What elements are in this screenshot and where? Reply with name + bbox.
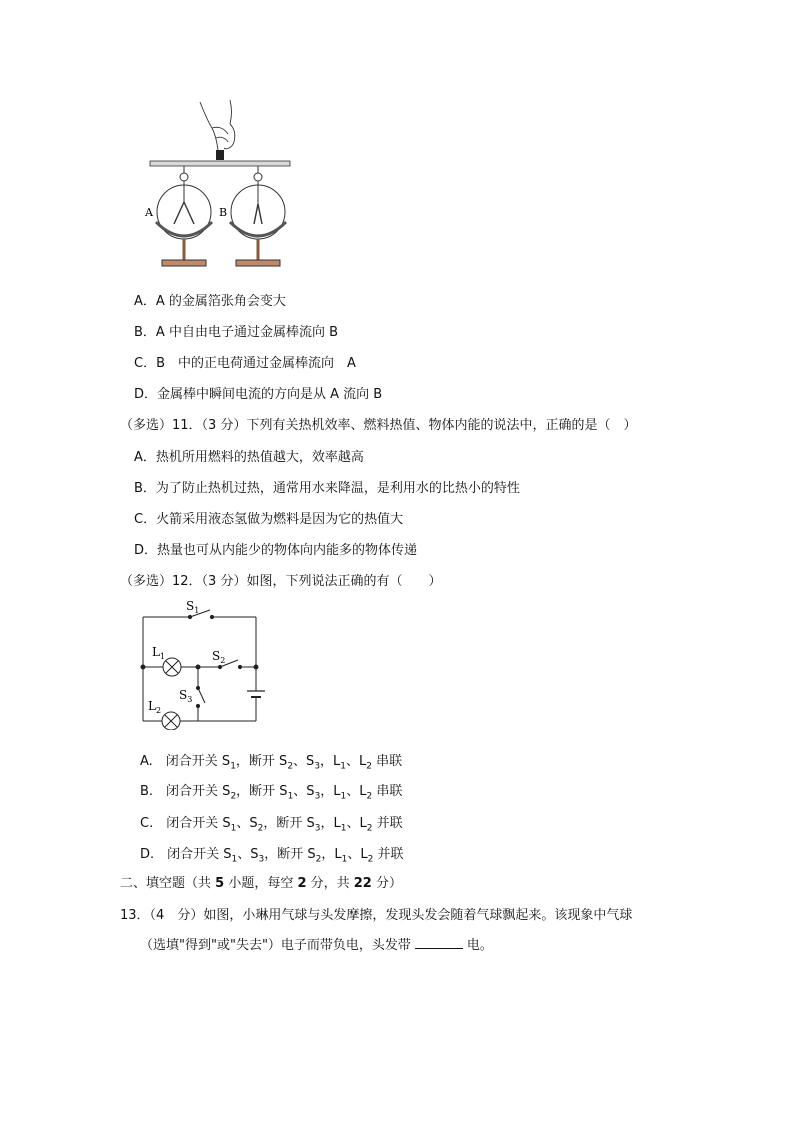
q13-line2: （选填"得到"或"失去"）电子而带负电，头发带 电。 xyxy=(140,938,493,953)
l1-label: $L_1$ xyxy=(152,645,166,661)
q10-option-c: C．B 中的正电荷通过金属棒流向 A xyxy=(134,356,356,371)
q10-option-a: A．A 的金属箔张角会变大 xyxy=(134,294,286,309)
q12-option-d: D. 闭合开关 $S_1$、$S_3$，断开 $S_2$，$L_1$、$L_2$ 并联 xyxy=(140,847,404,865)
metal-rod xyxy=(150,161,290,166)
s3-label: $S_3$ xyxy=(179,688,193,704)
s2-label: $S_2$ xyxy=(212,649,226,665)
hand-drawing xyxy=(200,100,235,150)
electroscope-figure xyxy=(140,98,300,274)
q13-line1: 13．（4 分）如图，小琳用气球与头发摩擦，发现头发会随着气球飘起来。该现象中气球 xyxy=(120,908,633,923)
label-b: B xyxy=(219,206,228,219)
q11-option-d: D．热量也可从内能少的物体向内能多的物体传递 xyxy=(134,543,418,558)
l2-label: $L_2$ xyxy=(148,699,162,715)
electroscope-b xyxy=(230,166,286,266)
q10-option-d: D．金属棒中瞬间电流的方向是从 A 流向 B xyxy=(134,387,383,402)
q11-stem: （多选）11．（3 分）下列有关热机效率、燃料热值、物体内能的说法中，正确的是（ ） xyxy=(120,418,637,433)
q12-option-a: A. 闭合开关 $S_1$，断开 $S_2$、$S_3$，$L_1$、$L_2$ 串联 xyxy=(140,754,403,772)
answer-blank[interactable] xyxy=(415,937,463,949)
electroscope-a xyxy=(156,166,212,266)
s1-label: $S_1$ xyxy=(186,599,200,615)
q12-stem: （多选）12．（3 分）如图，下列说法正确的有（ ） xyxy=(120,574,442,589)
q11-option-b: B．为了防止热机过热，通常用水来降温，是利用水的比热小的特性 xyxy=(134,481,520,496)
q12-option-c: C. 闭合开关 $S_1$、$S_2$，断开 $S_3$，$L_1$、$L_2$ 并联 xyxy=(140,816,403,834)
q12-option-b: B. 闭合开关 $S_2$，断开 $S_1$、$S_3$，$L_1$、$L_2$ 串联 xyxy=(140,784,403,802)
section-2-heading: 二、填空题（共 5 小题，每空 2 分，共 22 分） xyxy=(120,876,402,891)
q10-option-b: B．A 中自由电子通过金属棒流向 B xyxy=(134,325,338,340)
q11-option-c: C．火箭采用液态氢做为燃料是因为它的热值大 xyxy=(134,512,404,527)
label-a: A xyxy=(145,206,153,219)
circuit-diagram xyxy=(130,596,270,730)
q11-option-a: A．热机所用燃料的热值越大，效率越高 xyxy=(134,450,364,465)
holder-block xyxy=(216,150,224,160)
